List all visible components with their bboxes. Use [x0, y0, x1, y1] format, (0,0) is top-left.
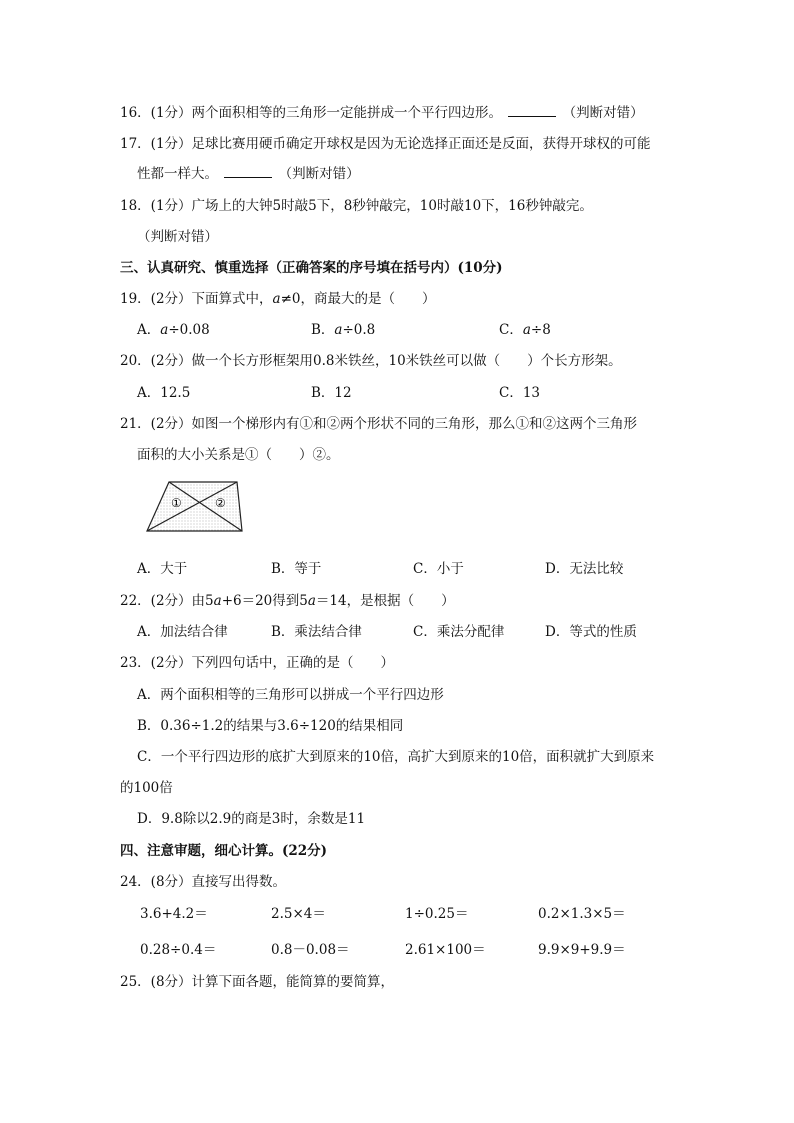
option-c[interactable]: C．a÷8 — [499, 322, 551, 338]
variable-a: a — [213, 593, 222, 609]
question-21-line2: 面积的大小关系是①（ ）②。 — [137, 447, 340, 463]
question-22-part1: 22．(2分）由5 — [120, 593, 214, 609]
option-b[interactable]: B．12 — [311, 385, 352, 401]
question-17-suffix: （判断对错） — [278, 166, 360, 182]
calc-item: 0.2×1.3×5＝ — [538, 906, 626, 922]
question-18-line1: 18．(1分）广场上的大钟5时敲5下，8秒钟敲完，10时敲10下，16秒钟敲完。 — [120, 198, 593, 214]
question-17-line1: 17．(1分）足球比赛用硬币确定开球权是因为无论选择正面还是反面，获得开球权的可能 — [120, 136, 651, 152]
option-a[interactable]: A．两个面积相等的三角形可以拼成一个平行四边形 — [137, 687, 444, 703]
question-16 — [120, 104, 644, 122]
option-b[interactable]: B．等于 — [271, 561, 322, 577]
option-d[interactable]: D．9.8除以2.9的商是3时，余数是11 — [137, 811, 366, 827]
label-1: ① — [171, 496, 182, 510]
option-a[interactable]: A．12.5 — [137, 385, 191, 401]
option-d[interactable]: D．等式的性质 — [545, 624, 637, 640]
label-2: ② — [215, 496, 226, 510]
question-23: 23．(2分）下列四句话中，正确的是（ ） — [120, 655, 395, 671]
variable-a: a — [307, 593, 316, 609]
option-c[interactable]: C．小于 — [413, 561, 464, 577]
option-c-continued: 的100倍 — [120, 780, 173, 796]
calc-item: 0.28÷0.4＝ — [140, 942, 217, 958]
calc-item: 2.61×100＝ — [405, 942, 486, 958]
option-a[interactable]: A．加法结合律 — [137, 624, 228, 640]
question-20: 20．(2分）做一个长方形框架用0.8米铁丝，10米铁丝可以做（ ）个长方形架。 — [120, 353, 622, 369]
option-c[interactable]: C．一个平行四边形的底扩大到原来的10倍，高扩大到原来的10倍，面积就扩大到原来 — [137, 749, 655, 765]
calc-item: 1÷0.25＝ — [405, 906, 469, 922]
question-22-part3: ＝14，是根据（ ） — [315, 593, 455, 609]
answer-blank[interactable] — [508, 104, 556, 117]
question-22-part2: +6＝20得到5 — [221, 593, 308, 609]
question-19-post: ≠0，商最大的是（ ） — [280, 291, 436, 307]
calc-item: 3.6+4.2＝ — [140, 906, 208, 922]
question-16-text: 16．(1分）两个面积相等的三角形一定能拼成一个平行四边形。 — [120, 105, 503, 121]
question-25: 25．(8分）计算下面各题，能简算的要简算， — [120, 974, 395, 990]
variable-a: a — [272, 291, 281, 307]
trapezoid-figure — [145, 478, 247, 536]
question-22 — [120, 592, 455, 610]
calc-item: 0.8－0.08＝ — [271, 942, 350, 958]
question-19 — [120, 290, 436, 308]
option-b[interactable]: B．a÷0.8 — [311, 322, 376, 338]
calc-item: 2.5×4＝ — [271, 906, 326, 922]
calc-item: 9.9×9+9.9＝ — [538, 942, 626, 958]
option-c[interactable]: C．乘法分配律 — [413, 624, 505, 640]
section-3-heading: 三、认真研究、慎重选择（正确答案的序号填在括号内）(10分) — [120, 260, 503, 276]
option-b[interactable]: B．乘法结合律 — [271, 624, 362, 640]
question-17-line2 — [137, 165, 360, 183]
question-24: 24．(8分）直接写出得数。 — [120, 874, 287, 890]
option-b[interactable]: B．0.36÷1.2的结果与3.6÷120的结果相同 — [137, 718, 404, 734]
question-16-suffix: （判断对错） — [562, 105, 644, 121]
option-a[interactable]: A．大于 — [137, 561, 188, 577]
question-17-text: 性都一样大。 — [137, 166, 218, 182]
question-21-line1: 21．(2分）如图一个梯形内有①和②两个形状不同的三角形，那么①和②这两个三角形 — [120, 416, 638, 432]
option-a[interactable]: A．a÷0.08 — [137, 322, 210, 338]
option-c[interactable]: C．13 — [499, 385, 541, 401]
section-4-heading: 四、注意审题，细心计算。(22分) — [120, 843, 328, 859]
option-d[interactable]: D．无法比较 — [545, 561, 624, 577]
answer-blank[interactable] — [224, 165, 272, 178]
question-18-line2: （判断对错） — [137, 229, 218, 245]
question-19-pre: 19．(2分）下面算式中， — [120, 291, 273, 307]
